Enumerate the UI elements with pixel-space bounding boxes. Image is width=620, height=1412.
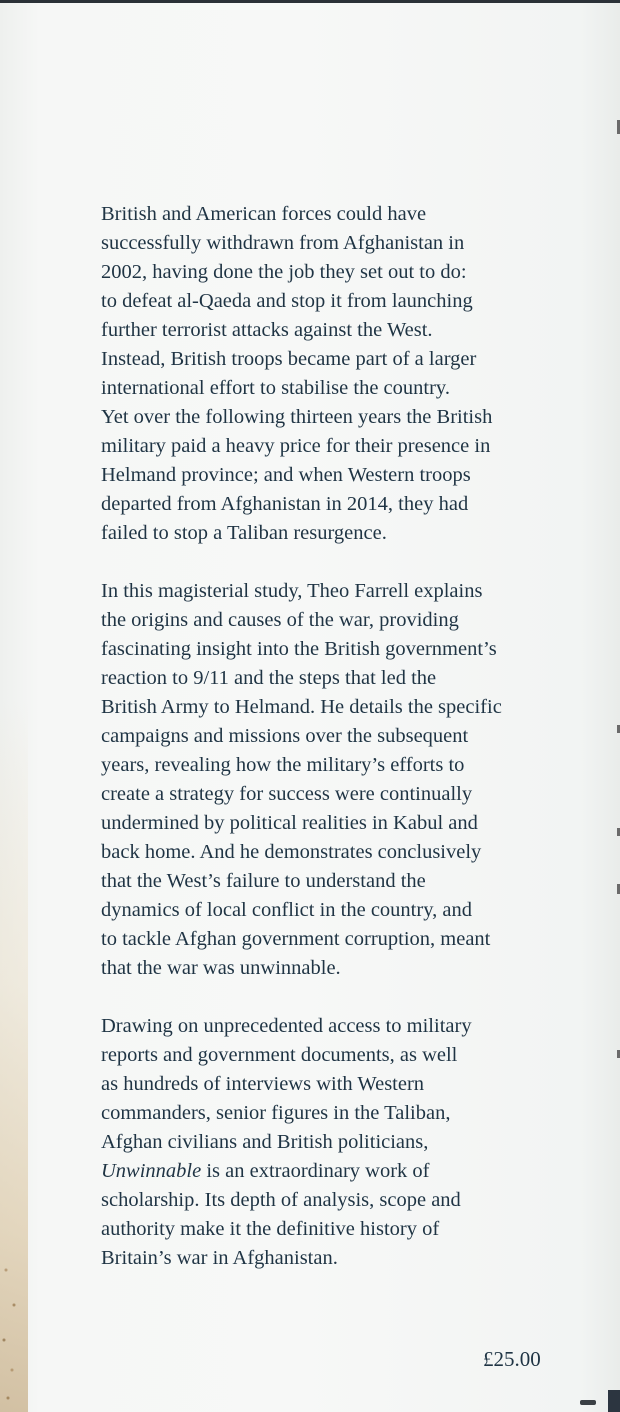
blurb-line: fascinating insight into the British government’s	[101, 638, 497, 660]
blurb-line: Drawing on unprecedented access to military	[101, 1015, 472, 1037]
blurb-line: reports and government documents, as well	[101, 1044, 458, 1066]
blurb-line: British Army to Helmand. He details the specific	[101, 696, 502, 718]
blurb-line: create a strategy for success were continually	[101, 783, 473, 805]
blurb-line: Afghan civilians and British politicians,	[101, 1131, 429, 1153]
blurb-line: that the West’s failure to understand the	[101, 870, 426, 892]
blurb-line: the origins and causes of the war, providing	[101, 609, 459, 631]
blurb-paragraph	[101, 200, 571, 548]
blurb-line-rest: is an extraordinary work of	[201, 1160, 430, 1182]
blurb-line: Instead, British troops became part of a larger	[101, 348, 477, 370]
blurb-line: Helmand province; and when Western troops	[101, 464, 471, 486]
blurb-line: back home. And he demonstrates conclusively	[101, 841, 482, 863]
blurb-line: international effort to stabilise the country.	[101, 377, 450, 399]
cover-image-speckle	[0, 1250, 22, 1412]
top-edge	[0, 0, 620, 3]
blurb-line: that the war was unwinnable.	[101, 957, 341, 979]
blurb-line: to tackle Afghan government corruption, meant	[101, 928, 491, 950]
blurb-line: to defeat al-Qaeda and stop it from launching	[101, 290, 473, 312]
blurb-line: departed from Afghanistan in 2014, they had	[101, 493, 469, 515]
corner-block	[608, 1390, 620, 1412]
blurb-line: dynamics of local conflict in the country, and	[101, 899, 472, 921]
blurb-line: scholarship. Its depth of analysis, scope and	[101, 1189, 461, 1211]
blurb-text	[101, 200, 571, 1302]
price-label: £25.00	[483, 1347, 541, 1371]
blurb-paragraph	[101, 1012, 571, 1273]
blurb-line: campaigns and missions over the subsequent	[101, 725, 469, 747]
blurb-line: years, revealing how the military’s efforts to	[101, 754, 465, 776]
blurb-line: Yet over the following thirteen years the British	[101, 406, 493, 428]
blurb-line	[101, 1157, 571, 1186]
blurb-line: British and American forces could have	[101, 203, 427, 225]
blurb-line: successfully withdrawn from Afghanistan in	[101, 232, 465, 254]
blurb-line: commanders, senior figures in the Taliban,	[101, 1102, 451, 1124]
blurb-line: failed to stop a Taliban resurgence.	[101, 522, 387, 544]
blurb-line: Britain’s war in Afghanistan.	[101, 1247, 338, 1269]
blurb-line: 2002, having done the job they set out to do:	[101, 261, 467, 283]
blurb-line: reaction to 9/11 and the steps that led the	[101, 667, 437, 689]
blurb-line: further terrorist attacks against the West.	[101, 319, 433, 341]
blurb-line: as hundreds of interviews with Western	[101, 1073, 425, 1095]
corner-mark	[580, 1400, 596, 1405]
blurb-line: undermined by political realities in Kabul and	[101, 812, 478, 834]
blurb-line: military paid a heavy price for their presence in	[101, 435, 491, 457]
blurb-paragraph	[101, 577, 571, 983]
blurb-line: authority make it the definitive history of	[101, 1218, 440, 1240]
blurb-line: In this magisterial study, Theo Farrell explains	[101, 580, 483, 602]
book-title: Unwinnable	[101, 1160, 202, 1182]
